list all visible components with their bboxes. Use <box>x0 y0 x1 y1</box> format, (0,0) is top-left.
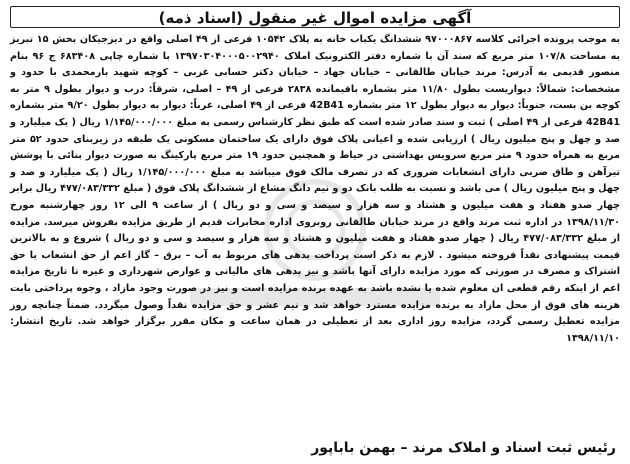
notice-title: آگهی مزایده اموال غیر منقول (اسناد ذمه) <box>10 6 620 28</box>
notice-body: به موجب پرونده اجرائی کلاسه ۹۷۰۰۰۸۶۷ ششدانگ یکباب خانه به پلاک ۱۰۵۴۲ فرعی از ۴۹ اصلی واقع در دیزجیکان بخش ۱۵ تبریز به مساحت ۱۰۷/۸ متر مربع که سند آن با شماره دفتر الکترونیک املاک ۱۳۹۷۰۳۰۴۰۰۰۵۰۰۲۹۴۰ با شماره چاپی ۶۸۳۴۰۸ ج ۹۶ بنام منصور قدیمی به آدرس: مرند خیابان طالقانی – خیابان جهاد – خیابان دکتر حسابی غربی – کوچه شهید بارمحمدی با حدود و مشخصات: شمالاً: دیواریست بطول ۱۱/۸۰ متر بشماره باقیمانده ۲۸۳۸ فرعی از ۴۹ – اصلی، شرقاً: درب و دیوار بطول ۹ متر به کوچه بن بست، جنوباً: دیوار به دیوار بطول ۱۲ متر بشماره 42B41 فرعی از ۴۹ اصلی، غرباً: دیوار به دیوار بطول ۹/۲۰ متر بشماره 42B41 فرعی از ۴۹ اصلی ) ثبت و سند صادر شده است که طبق نظر کارشناس رسمی به مبلغ ۱/۱۴۵/۰۰۰/۰۰۰ ریال ( یک میلیارد و صد و چهل و پنج میلیون ریال ) ارزیابی شده و اعیانی پلاک فوق دارای یک ساختمان مسکونی یک طبقه در زیربنای حدود ۵۲ متر مربع به همراه حدود ۹ متر مربع سرویس بهداشتی در حیاط و همچنین حدود ۱۹ متر مربع پارکینگ به صورت دیوار بنائی با پوشش تیرآهن و طاق ضربی دارای انشعابات ضروری که در تصرف مالک فوق میباشد به مبلغ ۱/۱۴۵/۰۰۰/۰۰۰ ریال ( یک میلیارد و صد و چهل و پنج میلیون ریال ) می باشد و نسبت به طلب بانک دو و نیم دانگ مشاع از ششدانگ پلاک فوق ( مبلغ ۴۷۷/۰۸۳/۳۳۲ ریال برابر چهار صدو هفتاد و هفت میلیون و هشتاد و سه هزار و سیصد و سی و دو ریال ) از ساعت ۹ الی ۱۲ روز چهارشنبه مورخ ۱۳۹۸/۱۱/۳۰ در اداره ثبت مرند واقع در مرند خیابان طالقانی روبروی اداره مخابرات قدیم از طریق مزایده بفروش میرسد. مزایده از مبلغ ۴۷۷/۰۸۳/۳۳۲ ریال ( چهار صدو هفتاد و هفت میلیون و هشتاد و سه هزار و سیصد و سی و دو ریال ) شروع و به بالاترین قیمت پیشنهادی نقداً فروخته میشود . لازم به ذکر است پرداخت بدهی های مربوط به آب – برق – گاز اعم از حق انشعاب یا حق اشتراک و مصرف در صورتی که مورد مزایده دارای آنها باشد و نیز بدهی های مالیاتی و عوارض شهرداری و غیره تا تاریخ مزایده اعم از اینکه رقم قطعی ان معلوم شده یا نشده باشد به عهده برنده مزایده است و نیز در صورت وجود مازاد ، وجوه پرداختی بابت هزینه های فوق از محل مازاد به برنده مزایده مسترد خواهد شد و نیم عشر و حق مزایده نقداً وصول میگردد. ضمناً چنانچه روز مزایده تعطیل رسمی گردد، مزایده روز اداری بعد از تعطیلی در همان ساعت و مکان مقرر برگزار خواهد شد. تاریخ انتشار: ۱۳۹۸/۱۱/۱۰ <box>10 34 621 344</box>
signature-line: رئیس ثبت اسناد و املاک مرند – بهمن باباپور <box>311 440 616 456</box>
